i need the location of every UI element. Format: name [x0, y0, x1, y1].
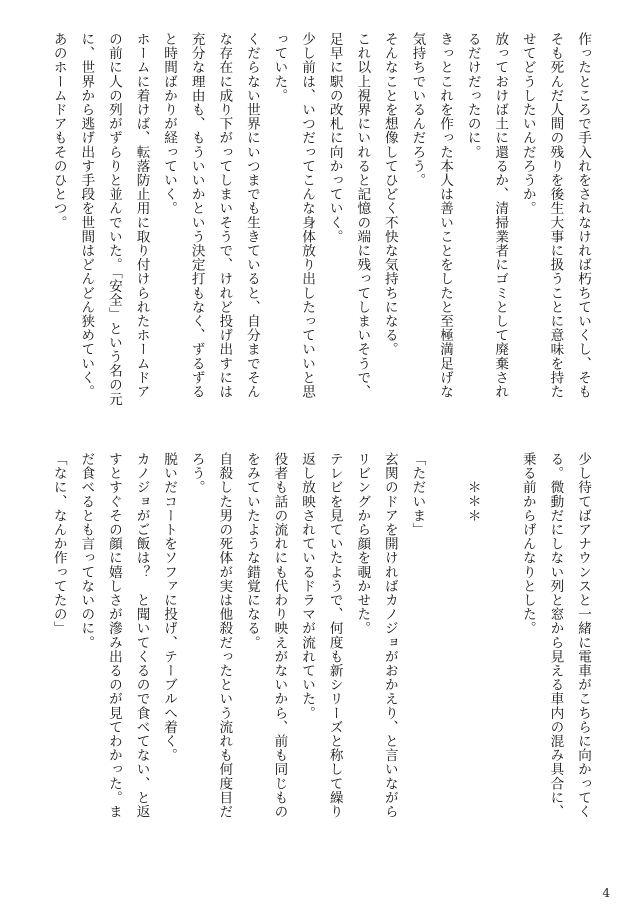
text-line: 自殺した男の死体が実は他殺だったという流れも何度目だ	[216, 452, 233, 819]
text-line: 充分な理由も、もういいかという決定打もなく、ずるずる	[188, 32, 205, 399]
text-line: そも死んだ人間の残りを後生大事に扱うことに意味を持た	[547, 32, 564, 399]
text-line: そんなことを想像してひどく不快な気持ちになる。	[381, 32, 398, 357]
text-line: ろう。	[188, 452, 205, 495]
text-line: すとすぐその顔に嬉しさが滲み出るのが見てわかった。ま	[105, 452, 122, 819]
text-line	[486, 452, 514, 852]
text-line: 役者も話の流れにも代わり映えがないから、前も同じもの	[271, 452, 288, 819]
text-line: カノジョがご飯は？ と聞いてくるので食べてない、と返	[133, 452, 150, 819]
page-number: 4	[602, 886, 610, 900]
text-line: 作ったところで手入れをされなければ朽ちていくし、そも	[575, 32, 591, 399]
text-line: 「なに、なんか作ってたの」	[50, 452, 67, 636]
text-line: ＊＊＊	[464, 452, 481, 523]
text-line: 返し放映されているドラマが流れていた。	[299, 452, 316, 720]
text-line: くだらない世界にいつまでも生きていると、自分までそん	[243, 32, 260, 399]
text-line: テレビを見ていたようで、何度も新シリーズと称して繰り	[326, 452, 343, 819]
text-line: きっとこれを作った本人は善いことをしたと至極満足げな	[437, 32, 454, 399]
text-line: と時間ばかりが経っていく。	[161, 32, 178, 216]
text-line: っていた。	[271, 32, 288, 103]
text-line: るだけだったのに。	[464, 32, 481, 159]
text-line: リビングから顔を覗かせた。	[354, 452, 371, 636]
text-block-bottom	[44, 452, 596, 852]
text-line: せてどうしたいんだろうか。	[519, 32, 536, 216]
text-line: これ以上視界にいれると記憶の端に残ってしまいそうで、	[354, 32, 371, 399]
text-line: 乗る前からげんなりとした。	[519, 452, 536, 636]
text-line: な存在に成り下がってしまいそうで、けれど投げ出すには	[216, 32, 233, 399]
text-block-top	[44, 32, 596, 422]
text-line: る。微動だにしない列と窓から見える車内の混み具合に、	[547, 452, 564, 819]
text-line: あのホームドアもそのひとつ。	[50, 32, 67, 230]
text-line: 気持ちでいるんだろう。	[409, 32, 426, 188]
text-line: に、世界から逃げ出す手段を世間はどんどん狭めていく。	[78, 32, 95, 399]
text-line: ホームに着けば、転落防止用に取り付けられたホームドア	[133, 32, 150, 399]
text-line: 少し待てばアナウンスと一緒に電車がこちらに向かってく	[575, 452, 591, 819]
text-line: だ食べるとも言ってないのに。	[78, 452, 95, 650]
text-line: 玄関のドアを開ければカノジョがおかえり、と言いながら	[381, 452, 398, 819]
text-line: 足早に駅の改札に向かっていく。	[326, 32, 343, 244]
text-line: をみていたような錯覚になる。	[243, 452, 260, 650]
text-line: の前に人の列がずらりと並んでいた。「安全」という名の元	[105, 32, 122, 406]
text-line: 放っておけば土に還るか、清掃業者にゴミとして廃棄され	[492, 32, 509, 399]
text-line: 少し前は、いつだってこんな身体放り出したっていいと思	[299, 32, 316, 399]
text-line: 「ただいま」	[409, 452, 426, 537]
text-line: 脱いだコートをソファに投げ、テーブルへ着く。	[161, 452, 178, 763]
text-line	[430, 452, 458, 852]
